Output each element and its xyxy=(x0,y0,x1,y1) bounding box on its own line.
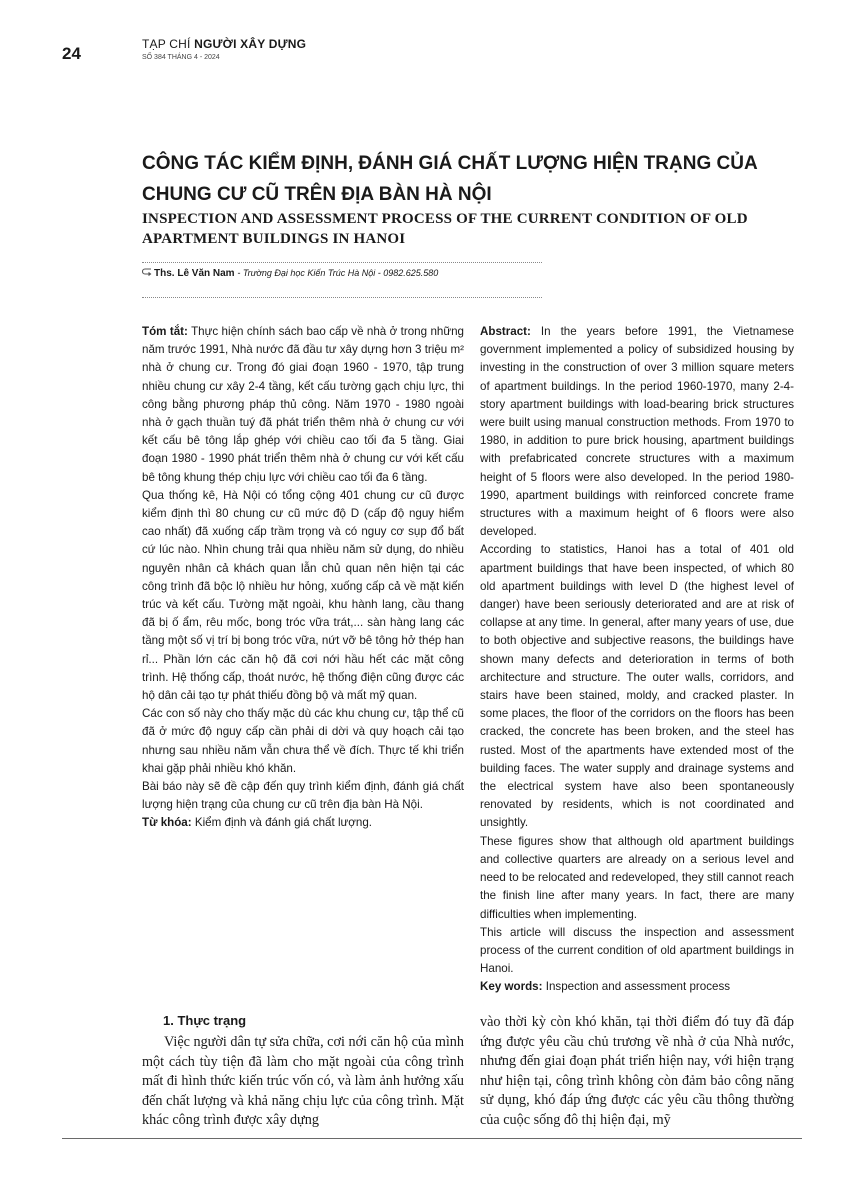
abstract-vi-paragraph: Các con số này cho thấy mặc dù các khu chung cư, tập thể cũ đã ở mức độ nguy cấp cần phải di dời và quy hoạch cải tạo nhưng sau nhiều năm vẫn chưa thể về đích. Thực tế khi triển khai gặp phải nhiều khó khăn. xyxy=(142,707,464,775)
abstract-vi-paragraph xyxy=(142,323,464,487)
journal-name xyxy=(142,37,306,51)
page-number: 24 xyxy=(62,44,81,63)
journal-prefix: TẠP CHÍ xyxy=(142,37,191,51)
section-heading: 1. Thực trạng xyxy=(163,1013,247,1028)
abstract-en-paragraph: According to statistics, Hanoi has a total of 401 old apartment buildings that have been inspected, of which 80 old apartment buildings with level D (the highest level of danger) have been seriously deteriorated and are at risk of collapse at any time. In general, after many years of use, due to both objective and subjective reasons, the buildings have shown many defects and deterioration in terms of both architecture and structure. The outer walls, corridors, and stairs have been stained, moldy, and cracked plaster. In some places, the floor of the corridors on the floors has been cracked, the concrete has been broken, and the steel has rusted. Most of the apartments have extended most of the building faces. The water supply and drainage systems and the electrical system have also been spontaneously renovated by residents, which is not coordinated and unsightly. xyxy=(480,543,794,830)
keywords-vi-text: Kiểm định và đánh giá chất lượng. xyxy=(194,816,372,830)
author-affiliation: - Trường Đại học Kiến Trúc Hà Nội - 0982.625.580 xyxy=(237,268,439,278)
abstract-english xyxy=(480,323,794,997)
body-text-right: vào thời kỳ còn khó khăn, tại thời điểm đó tuy đã đáp ứng được yêu cầu chủ trương về nhà ở của Nhà nước, nhưng đến giai đoạn phát triển hiện nay, với hiện trạng như hiện tại, công trình không còn đảm bảo công năng sử dụng, khó đáp ứng được các yêu cầu thông thường của cuộc sống đô thị hiện đại, mỹ xyxy=(480,1014,794,1128)
footer-rule xyxy=(62,1138,802,1139)
keywords-vi-label: Từ khóa: xyxy=(142,816,192,830)
abstract-en-text: In the years before 1991, the Vietnamese government implemented a policy of subsidized housing by investing in the construction of over 3 million square meters of apartment buildings. In the period 1960-1970, many 2-4-story apartment buildings with load-bearing brick structures were built using manual construction methods. From 1970 to 1980, in addition to pure brick housing, apartment buildings with prefabricated concrete structures with a maximum height of 5 floors were also developed. In the period 1980-1990, apartment buildings with reinforced concrete frame structures with a maximum height of 6 floors were also developed. xyxy=(480,325,794,539)
abstract-vietnamese xyxy=(142,323,464,833)
abstract-en-label: Abstract: xyxy=(480,325,531,338)
keywords-en xyxy=(480,978,794,996)
article-title-en: INSPECTION AND ASSESSMENT PROCESS OF THE CURRENT CONDITION OF OLD APARTMENT BUILDINGS IN HANOI xyxy=(142,211,748,247)
journal-issue: SỐ 384 THÁNG 4 - 2024 xyxy=(142,54,220,61)
author-name: Ths. Lê Văn Nam xyxy=(154,268,235,279)
abstract-vi-text: Thực hiện chính sách bao cấp về nhà ở trong những năm trước 1991, Nhà nước đã đầu tư xây dựng hơn 3 triệu m² nhà ở chung cư. Trong đó giai đoạn 1960 - 1970, tập trung nhiều chung cư xây 2-4 tầng, kết cấu tường gạch chịu lực, thi công bằng phương pháp thủ công. Năm 1970 - 1980 ngoài nhà ở gạch thuần tuý đã phát triển thêm nhà ở chung cư với kết cấu bê tông lắp ghép với chiều cao tối đa 5 tầng. Giai đoạn 1980 - 1990 phát triển thêm nhà ở chung cư với kết cấu bê tông khung thép chịu lực với chiều cao tối đa 6 tầng. xyxy=(142,325,464,484)
abstract-vi-label: Tóm tắt: xyxy=(142,325,188,338)
divider-top xyxy=(142,262,542,263)
keywords-en-label: Key words: xyxy=(480,980,543,994)
abstract-vi-paragraph: Qua thống kê, Hà Nội có tổng cộng 401 chung cư cũ được kiểm định thì 80 chung cư cũ mức độ D (cấp độ nguy hiểm cao nhất) đã xuống cấp trầm trọng và có nguy cơ sụp đổ bất cứ lúc nào. Nhìn chung trải qua nhiều năm sử dụng, do nhiều nguyên nhân cả khách quan lẫn chủ quan nên hiện tại các công trình đã bộc lộ nhiều hư hỏng, xuống cấp cả về mặt kiến trúc và kết cấu. Tường mặt ngoài, khu hành lang, cầu thang đã bị ố ẩm, rêu mốc, bong tróc vữa trát,... sàn hàng lang các tầng một số vị trí bị bong tróc vữa, nứt vỡ bê tông hở thép han rỉ... Phần lớn các căn hộ đã cơi nới hầu hết các mặt công trình. Hệ thống cấp, thoát nước, hệ thống điện cũng được các hộ dân cải tạo tự phát thiếu đồng bộ và mất mỹ quan. xyxy=(142,488,464,703)
abstract-vi-paragraph: Bài báo này sẽ đề cập đến quy trình kiểm định, đánh giá chất lượng hiện trạng của chung cư cũ trên địa bàn Hà Nội. xyxy=(142,780,464,812)
keywords-vi xyxy=(142,814,464,832)
return-arrow-icon xyxy=(142,268,154,279)
abstract-en-paragraph xyxy=(480,323,794,541)
abstract-en-paragraph: This article will discuss the inspection and assessment process of the current condition of old apartment buildings in Hanoi. xyxy=(480,925,794,976)
body-text-left: Việc người dân tự sửa chữa, cơi nới căn hộ của mình một cách tùy tiện đã làm cho mặt ngoài của công trình mất đi hình thức kiến trúc vốn có, và làm ảnh hưởng xấu đến chất lượng và khả năng chịu lực của công trình. Mặt khác công trình được xây dựng xyxy=(142,1034,464,1129)
journal-title: NGƯỜI XÂY DỰNG xyxy=(194,37,307,51)
author-line xyxy=(142,268,438,279)
article-title-vi: CÔNG TÁC KIỂM ĐỊNH, ĐÁNH GIÁ CHẤT LƯỢNG HIỆN TRẠNG CỦA CHUNG CƯ CŨ TRÊN ĐỊA BÀN HÀ NỘI xyxy=(142,153,757,205)
divider-bottom xyxy=(142,297,542,298)
keywords-en-text: Inspection and assessment process xyxy=(545,980,731,994)
abstract-en-paragraph: These figures show that although old apartment buildings and collective quarters are already on a serious level and need to be relocated and redeveloped, they still cannot reach the finish line after many years. In fact, there are many difficulties when implementing. xyxy=(480,834,794,921)
